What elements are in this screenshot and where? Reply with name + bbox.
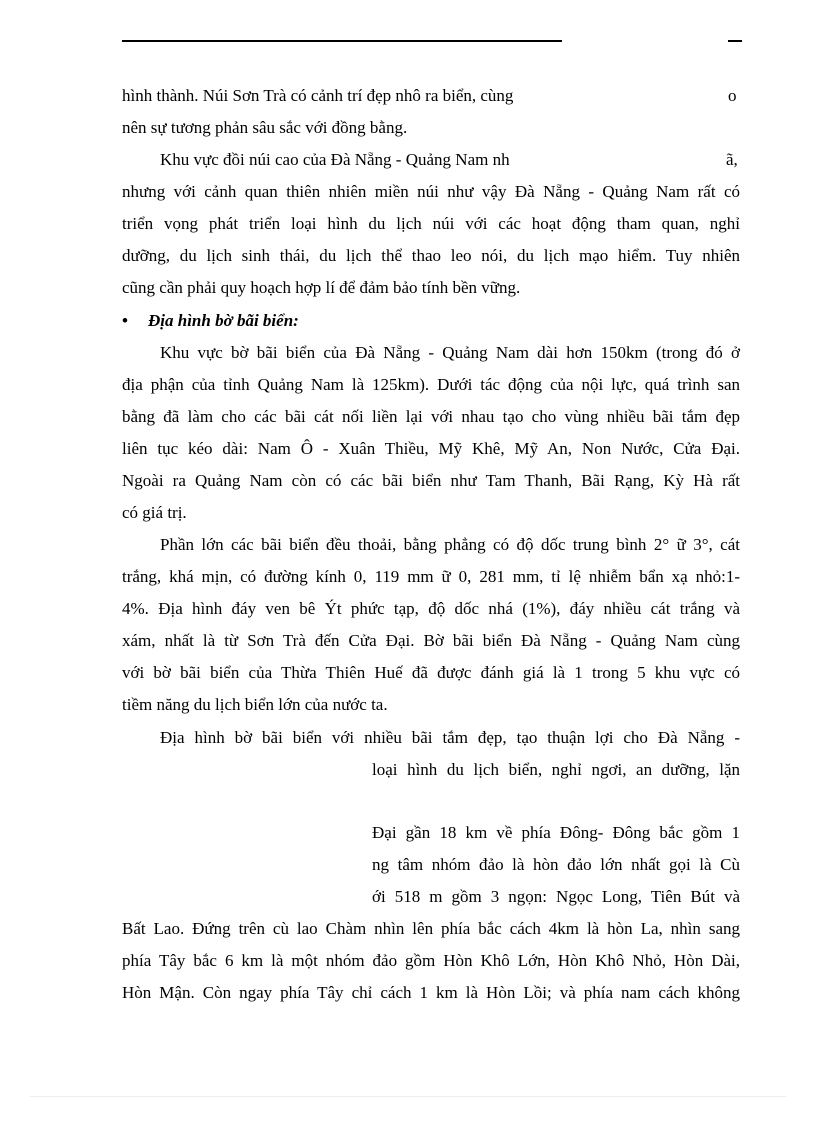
text-line: triển vọng phát triển loại hình du lịch núi với các hoạt động tham quan, nghỉ	[122, 214, 740, 233]
text-line: trắng, khá mịn, có đường kính 0, 119 mm ữ 0, 281 mm, tỉ lệ nhiễm bẩn xạ nhỏ:1-	[122, 567, 740, 586]
text-line: địa phận của tỉnh Quảng Nam là 125km). Dưới tác động của nội lực, quá trình san	[122, 375, 740, 394]
text-line: dưỡng, du lịch sinh thái, du lịch thể thao leo nói, du lịch mạo hiểm. Tuy nhiên	[122, 246, 740, 265]
text-line: Hòn Mận. Còn ngay phía Tây chỉ cách 1 km là Hòn Lồi; và phía nam cách không	[122, 983, 740, 1002]
section-heading-text: Địa hình bờ bãi biển:	[148, 311, 299, 330]
header-rule	[122, 40, 562, 42]
text-line: hình thành. Núi Sơn Trà có cảnh trí đẹp nhô ra biển, cùng	[122, 86, 514, 105]
text-line-fragment: Đại gần 18 km về phía Đông- Đông bắc gồm 1	[372, 823, 740, 842]
text-line-fragment: o	[728, 86, 737, 105]
text-line: liên tục kéo dài: Nam Ô - Xuân Thiều, Mỹ Khê, Mỹ An, Non Nước, Cửa Đại.	[122, 439, 740, 458]
text-line-fragment: ng tâm nhóm đảo là hòn đảo lớn nhất gọi là Cù	[372, 855, 740, 874]
text-line: xám, nhất là từ Sơn Trà đến Cửa Đại. Bờ bãi biển Đà Nẵng - Quảng Nam cùng	[122, 631, 740, 650]
text-line: Khu vực đồi núi cao của Đà Nẵng - Quảng Nam nh	[160, 150, 510, 169]
text-line: Ngoài ra Quảng Nam còn có các bãi biển như Tam Thanh, Bãi Rạng, Kỳ Hà rất	[122, 471, 740, 490]
text-line: Bất Lao. Đứng trên cù lao Chàm nhìn lên phía bắc cách 4km là hòn La, nhìn sang	[122, 919, 740, 938]
text-line: cũng cần phải quy hoạch hợp lí để đảm bảo tính bền vững.	[122, 278, 521, 297]
text-line-fragment: ới 518 m gồm 3 ngọn: Ngọc Long, Tiên Bút và	[372, 887, 740, 906]
text-line: tiềm năng du lịch biển lớn của nước ta.	[122, 695, 388, 714]
text-line: Phần lớn các bãi biển đều thoải, bằng phẳng có độ dốc trung bình 2° ữ 3°, cát	[160, 535, 740, 554]
text-line: phía Tây bắc 6 km là một nhóm đảo gồm Hòn Khô Lớn, Hòn Khô Nhỏ, Hòn Dài,	[122, 951, 740, 970]
text-line: 4%. Địa hình đáy ven bê Ýt phức tạp, độ dốc nhá (1%), đáy nhiều cát trắng và	[122, 599, 740, 618]
text-line-fragment: ã,	[726, 150, 738, 169]
bullet: •	[122, 311, 128, 330]
text-line-fragment: loại hình du lịch biển, nghỉ ngơi, an dưỡng, lặn	[372, 760, 740, 779]
text-line: bằng đã làm cho các bãi cát nối liền lại với nhau tạo cho vùng nhiều bãi tắm đẹp	[122, 407, 740, 426]
text-line: Khu vực bờ bãi biển của Đà Nẵng - Quảng Nam dài hơn 150km (trong đó ở	[160, 343, 740, 362]
text-line: có giá trị.	[122, 503, 187, 522]
page-edge	[30, 1096, 786, 1097]
header-rule-right	[728, 40, 742, 42]
text-line: Địa hình bờ bãi biển với nhiều bãi tắm đẹp, tạo thuận lợi cho Đà Nẵng -	[160, 728, 740, 747]
text-line: với bờ bãi biển của Thừa Thiên Huế đã được đánh giá là 1 trong 5 khu vực có	[122, 663, 740, 682]
text-line: nên sự tương phản sâu sắc với đồng bằng.	[122, 118, 408, 137]
text-line: nhưng với cảnh quan thiên nhiên miền núi như vậy Đà Nẵng - Quảng Nam rất có	[122, 182, 740, 201]
section-heading	[122, 311, 299, 331]
